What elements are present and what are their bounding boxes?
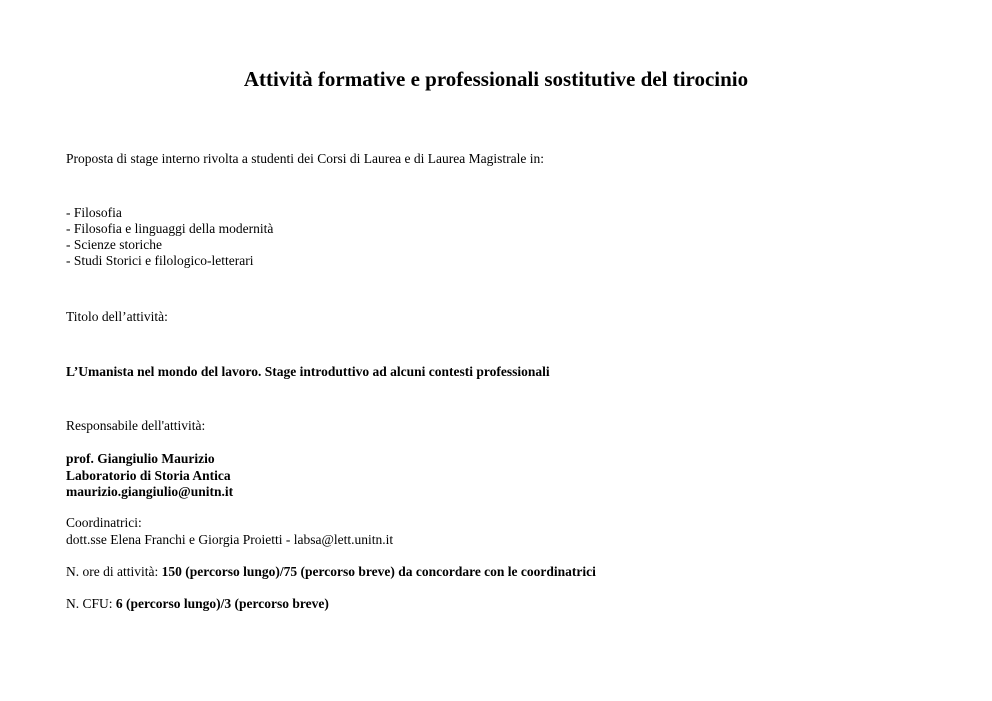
coordinators-block — [66, 515, 393, 548]
course-list — [66, 205, 273, 269]
document-title: Attività formative e professionali sostitutive del tirocinio — [243, 67, 749, 91]
course-item: - Filosofia e linguaggi della modernità — [66, 221, 274, 236]
hours-value: 150 (percorso lungo)/75 (percorso breve) da concordare con le coordinatrici — [161, 564, 596, 579]
coordinators-label: Coordinatrici: — [66, 515, 142, 530]
responsible-label: Responsabile dell'attività: — [66, 418, 206, 433]
course-item: - Filosofia — [66, 205, 122, 220]
cfu-value: 6 (percorso lungo)/3 (percorso breve) — [115, 596, 329, 611]
responsible-lab: Laboratorio di Storia Antica — [66, 467, 231, 483]
responsible-block — [66, 451, 233, 501]
activity-title-label: Titolo dell’attività: — [66, 309, 168, 324]
hours-label: N. ore di attività: — [66, 564, 162, 579]
course-item: - Studi Storici e filologico-letterari — [66, 253, 254, 268]
responsible-email: maurizio.giangiulio@unitn.it — [66, 484, 234, 499]
responsible-name: prof. Giangiulio Maurizio — [66, 451, 215, 466]
cfu-line — [66, 596, 329, 612]
course-item: - Scienze storiche — [66, 237, 162, 252]
intro-text: Proposta di stage interno rivolta a studenti dei Corsi di Laurea e di Laurea Magistrale in: — [66, 151, 544, 166]
hours-line — [66, 564, 596, 580]
activity-title: L’Umanista nel mondo del lavoro. Stage introduttivo ad alcuni contesti professionali — [66, 364, 550, 379]
coordinators-names: dott.sse Elena Franchi e Giorgia Proietti - labsa@lett.unitn.it — [66, 531, 394, 547]
cfu-label: N. CFU: — [66, 596, 116, 611]
